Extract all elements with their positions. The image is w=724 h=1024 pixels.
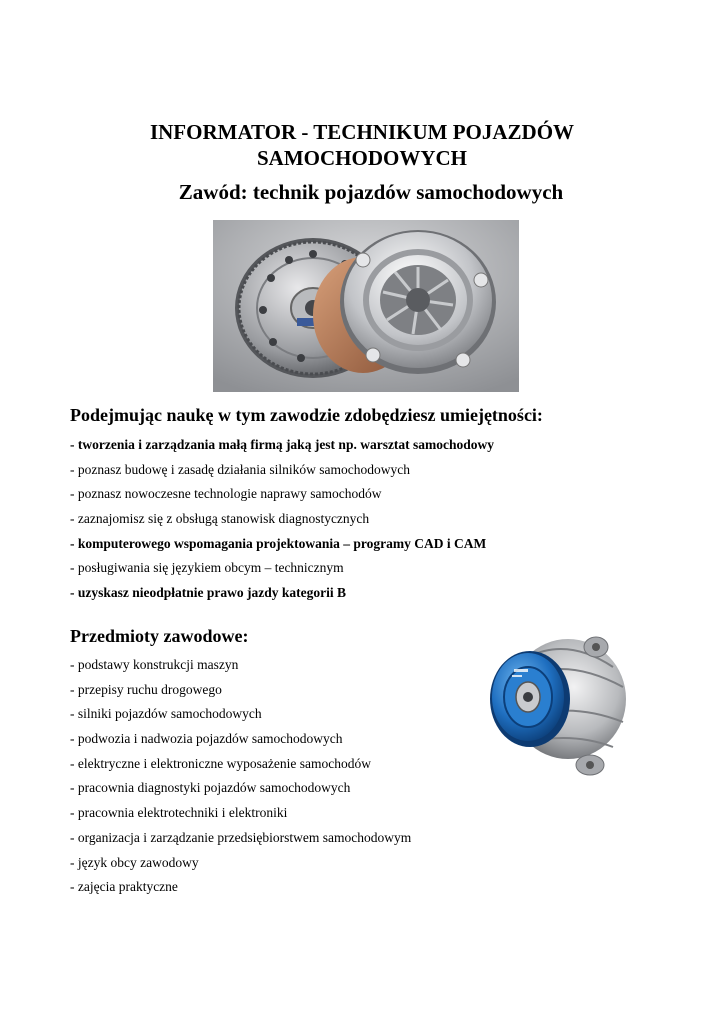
skill-item: - komputerowego wspomagania projektowania – programy CAD i CAM — [70, 535, 487, 551]
skills-list — [70, 437, 494, 610]
skill-item: - poznasz budowę i zasadę działania silników samochodowych — [70, 461, 411, 477]
subject-item: - podwozia i nadwozia pojazdów samochodowych — [70, 731, 343, 747]
subject-item: - zajęcia praktyczne — [70, 879, 178, 895]
subject-item: - przepisy ruchu drogowego — [70, 681, 222, 697]
subject-item: - podstawy konstrukcji maszyn — [70, 657, 239, 672]
profession-subtitle: Zawód: technik pojazdów samochodowych — [178, 180, 564, 204]
skill-item: - zaznajomisz się z obsługą stanowisk diagnostycznych — [70, 511, 370, 527]
subject-item: - silniki pojazdów samochodowych — [70, 706, 262, 722]
alternator-photo — [478, 617, 631, 783]
skill-item: - poznasz nowoczesne technologie naprawy samochodów — [70, 486, 382, 502]
subject-item: - język obcy zawodowy — [70, 854, 199, 870]
subjects-list — [70, 657, 411, 904]
subject-item: - organizacja i zarządzanie przedsiębiorstwem samochodowym — [70, 829, 412, 845]
subject-item: - elektryczne i elektroniczne wyposażenie samochodów — [70, 755, 371, 771]
subject-item: - pracownia elektrotechniki i elektroniki — [70, 805, 288, 821]
document-title-line2: SAMOCHODOWYCH — [257, 146, 467, 170]
subjects-heading: Przedmioty zawodowe: — [70, 626, 249, 646]
skill-item: - posługiwania się językiem obcym – technicznym — [70, 560, 344, 576]
clutch-kit-photo — [213, 220, 519, 392]
skill-item: - tworzenia i zarządzania małą firmą jaką jest np. warsztat samochodowy — [70, 437, 495, 452]
document-title-line1: INFORMATOR - TECHNIKUM POJAZDÓW — [149, 120, 575, 144]
skills-heading: Podejmując naukę w tym zawodzie zdobędziesz umiejętności: — [70, 405, 543, 425]
skill-item: - uzyskasz nieodpłatnie prawo jazdy kategorii B — [70, 585, 347, 601]
subject-item: - pracownia diagnostyki pojazdów samochodowych — [70, 780, 351, 796]
